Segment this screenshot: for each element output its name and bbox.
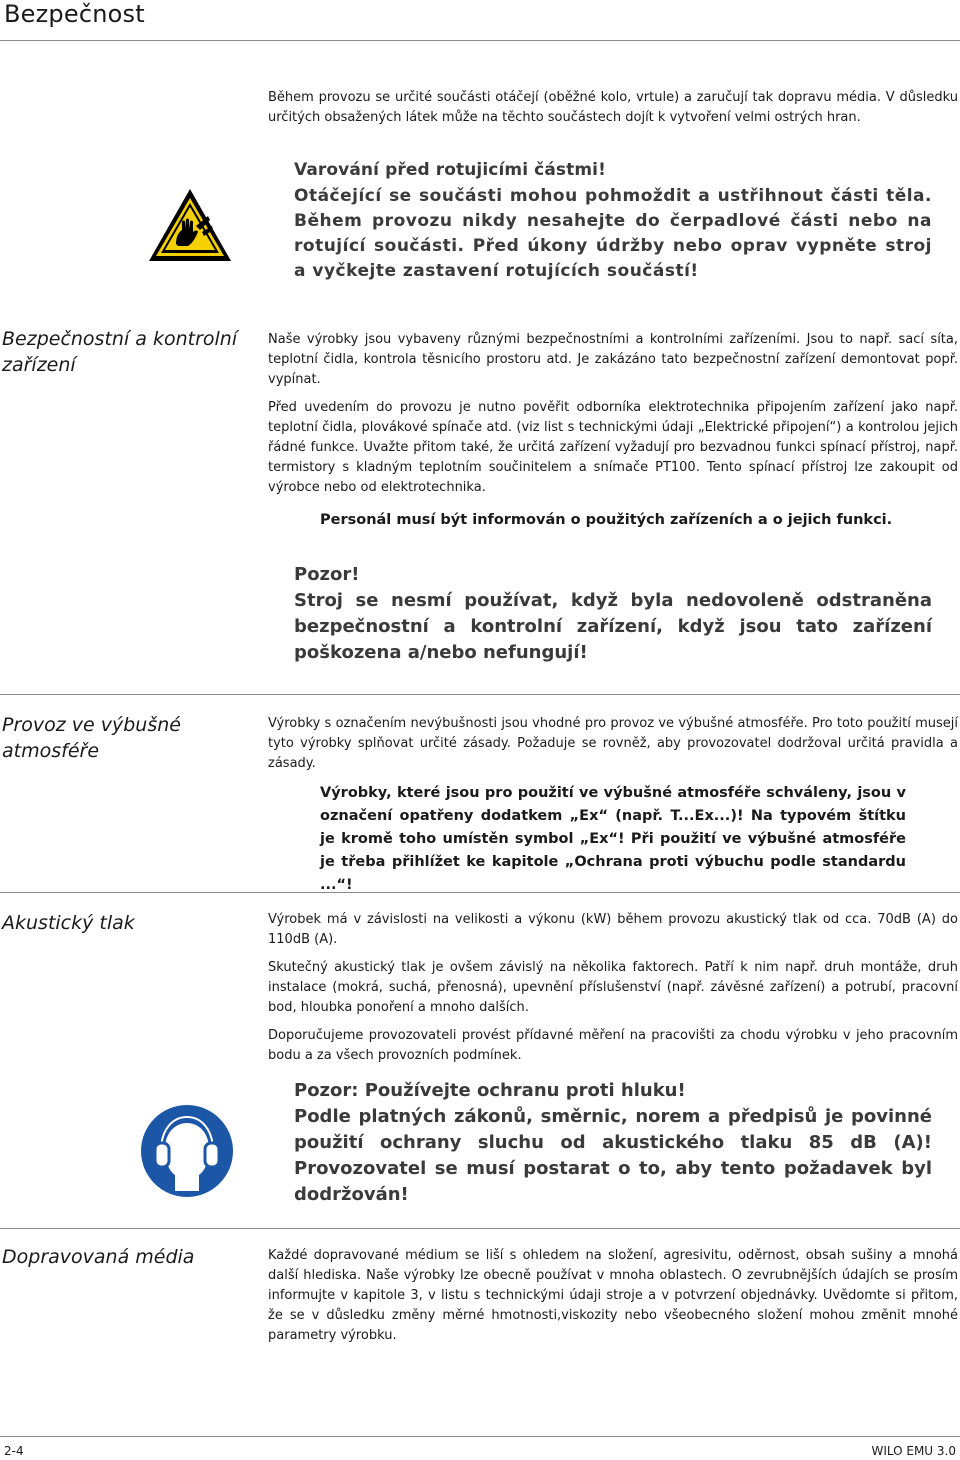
media-p1: Každé dopravované médium se liší s ohledem na složení, agresivitu, oděrnost, obsah sušiny a mnohá další hlediska. Naše výrobky lze obecně používat v mnoha oblastech. O zevrubnějších údajích se prosím informujte v kapitole 3, v listu s technickými údaji stroje a v potvrzení objednávky. Uvědomte si přitom, že se v důsledku změny měrné hmotnosti,viskozity nebo všeobecného složení mohou změnit mnohé parametry výrobku. [268, 1248, 958, 1343]
rotating-intro: Během provozu se určité součásti otáčejí (oběžné kolo, vrtule) a zaručují tak dopravu média. V důsledku určitých obsažených látek může na těchto součástech dojít k vytvoření velmi ostrých hran. [268, 90, 958, 125]
noise-warning-title: Pozor: Používejte ochranu proti hluku! [294, 1080, 686, 1101]
rotating-warning-text: Otáčející se součásti mohou pohmoždit a ustřihnout části těla. Během provozu nikdy nesahejte do čerpadlové části nebo na rotující součásti. Před úkony údržby nebo oprav vypněte stroj a vyčkejte zastavení rotujících součástí! [294, 186, 932, 281]
divider [0, 1228, 960, 1229]
section-heading-noise: Akustický tlak [2, 912, 135, 934]
header-rule [0, 40, 960, 41]
safety-devices-note: Personál musí být informován o použitých zařízeních a o jejich funkci. [320, 512, 893, 528]
section-heading-explosive: Provoz ve výbušné atmosféře [2, 714, 181, 762]
footer-rule [0, 1436, 960, 1437]
explosive-p1: Výrobky s označením nevýbušnosti jsou vhodné pro provoz ve výbušné atmosféře. Pro toto použití musejí tyto výrobky splňovat určité zásady. Požaduje se rovněž, aby provozovatel dodržoval určitá pravidla a zásady. [268, 716, 958, 771]
divider [0, 892, 960, 893]
safety-devices-warning-text: Stroj se nesmí používat, když byla nedovoleně odstraněna bezpečnostní a kontrolní zařízení, když jsou tato zařízení poškozena a/nebo nefungují! [294, 590, 932, 663]
noise-p2: Skutečný akustický tlak je ovšem závislý na několika faktorech. Patří k nim např. druh montáže, druh instalace (mokrá, suchá, přenosná), upevnění příslušenství (např. závěsné zařízení) a potrubí, pracovní bod, hloubka ponoření a mnoho dalších. [268, 960, 958, 1015]
safety-devices-p1: Naše výrobky jsou vybaveny různými bezpečnostními a kontrolními zařízeními. Jsou to např. sací síta, teplotní čidla, kontrola těsnicího prostoru atd. Je zakázáno tato bezpečnostní zařízení demontovat popř. vypínat. [268, 332, 958, 387]
noise-text [268, 910, 958, 1074]
safety-devices-p2: Před uvedením do provozu je nutno pověřit odborníka elektrotechnika připojením zařízení jako např. teplotní čidla, plovákové spínače atd. (viz list s technickými údaji „Elektrické připojení“) a kontrolou jejich řádné funkce. Uvažte přitom také, že určitá zařízení vyžadují pro bezvadnou funkci spínací přístroj, např. termistory s kladným teplotním součinitelem a snímače PT100. Tento spínací přístroj lze zakoupit od výrobce nebo od elektrotechnika. [268, 400, 958, 495]
section-heading-safety-devices: Bezpečnostní a kontrolní zařízení [2, 328, 238, 376]
crush-hazard-warning-icon [146, 186, 234, 268]
noise-p1: Výrobek má v závislosti na velikosti a výkonu (kW) během provozu akustický tlak od cca. 70dB (A) do 110dB (A). [268, 912, 958, 947]
safety-devices-warning-title: Pozor! [294, 564, 360, 585]
ear-protection-mandatory-icon [139, 1103, 235, 1203]
safety-devices-text [268, 330, 958, 506]
explosive-note: Výrobky, které jsou pro použití ve výbušné atmosféře schváleny, jsou v označení opatřeny dodatkem „Ex“ (např. T...Ex...)! Na typovém štítku je kromě toho umístěn symbol „Ex“! Při použití ve výbušné atmosféře je třeba přihlížet ke kapitole „Ochrana proti výbuchu podle standardu ...“! [320, 785, 906, 893]
page-title: Bezpečnost [4, 0, 145, 28]
document-id: WILO EMU 3.0 [871, 1444, 956, 1458]
section-heading-media: Dopravovaná média [2, 1246, 195, 1268]
page-number: 2-4 [4, 1444, 24, 1458]
rotating-warning-title: Varování před rotujicími částmi! [294, 160, 606, 180]
noise-p3: Doporučujeme provozovateli provést přídavné měření na pracovišti za chodu výrobku v jeho pracovním bodu a za všech provozních podmínek. [268, 1028, 958, 1063]
divider [0, 694, 960, 695]
noise-warning-text: Podle platných zákonů, směrnic, norem a předpisů je povinné použití ochrany sluchu od akustického tlaku 85 dB (A)! Provozovatel se musí postarat o to, aby tento požadavek byl dodržován! [294, 1106, 932, 1205]
